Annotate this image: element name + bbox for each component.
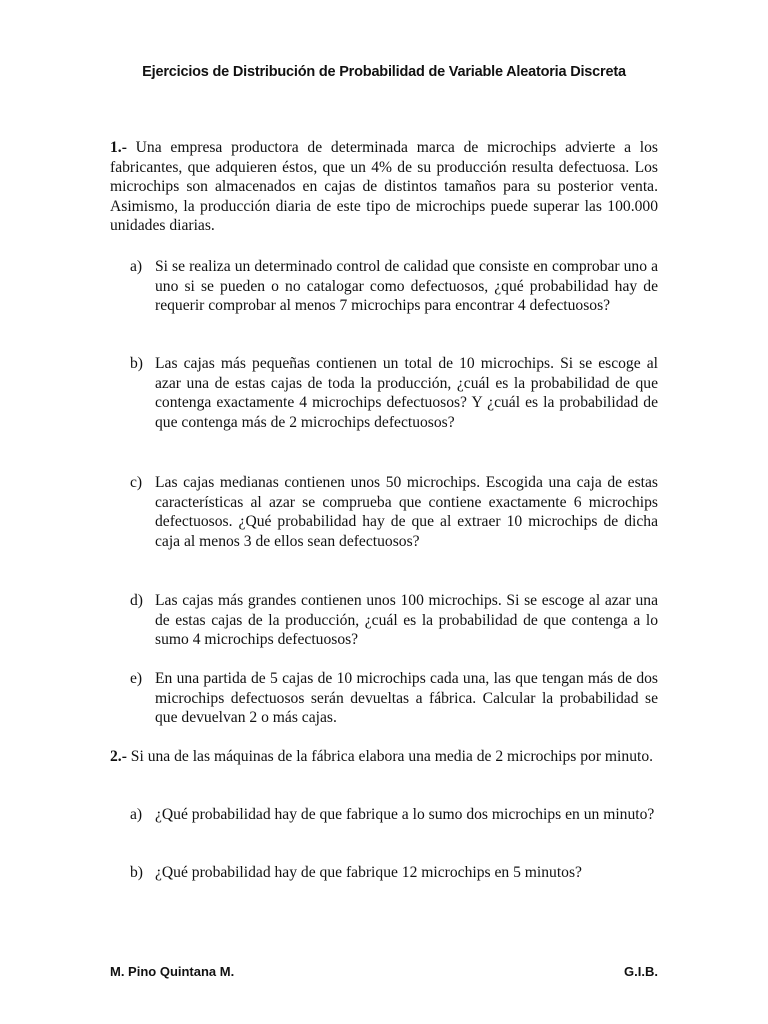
document-title: Ejercicios de Distribución de Probabilidad de Variable Aleatoria Discreta	[142, 64, 626, 80]
item-letter: c)	[130, 474, 143, 491]
list-item	[130, 473, 658, 551]
list-item	[130, 591, 658, 650]
item-letter: b)	[130, 355, 143, 372]
list-item	[130, 805, 658, 825]
problem-1-statement	[110, 138, 658, 236]
item-text: En una partida de 5 cajas de 10 microchips cada una, las que tengan más de dos microchips defectuosos serán devueltas a fábrica. Calcular la probabilidad se que devuelvan 2 o más cajas.	[155, 670, 658, 726]
item-text: ¿Qué probabilidad hay de que fabrique a lo sumo dos microchips en un minuto?	[155, 806, 655, 823]
item-letter: a)	[130, 258, 143, 275]
item-letter: b)	[130, 864, 143, 881]
problem-2-number: 2.-	[110, 748, 127, 765]
item-text: Las cajas más grandes contienen unos 100 microchips. Si se escoge al azar una de estas cajas de la producción, ¿cuál es la probabilidad de que contenga a lo sumo 4 microchips defectuosos?	[155, 592, 658, 648]
item-text: Si se realiza un determinado control de calidad que consiste en comprobar uno a uno si se pueden o no catalogar como defectuosos, ¿qué probabilidad hay de requerir comprobar al menos 7 microchips para encontrar 4 defectuosos?	[155, 258, 658, 314]
list-item	[130, 354, 658, 432]
item-text: Las cajas más pequeñas contienen un total de 10 microchips. Si se escoge al azar una de estas cajas de toda la producción, ¿cuál es la probabilidad de que contenga exactamente 4 microchips defectuosos? Y ¿cuál es la probabilidad de que contenga más de 2 microchips defectuosos?	[155, 355, 658, 431]
footer-group: G.I.B.	[624, 964, 658, 979]
item-letter: e)	[130, 670, 143, 687]
problem-2-statement	[110, 747, 658, 767]
item-letter: a)	[130, 806, 143, 823]
problem-2-text: Si una de las máquinas de la fábrica elabora una media de 2 microchips por minuto.	[126, 748, 654, 765]
item-text: Las cajas medianas contienen unos 50 microchips. Escogida una caja de estas características al azar se comprueba que contiene exactamente 6 microchips defectuosos. ¿Qué probabilidad hay de que al extraer 10 microchips de dicha caja al menos 3 de ellos sean defectuosos?	[155, 474, 658, 550]
list-item	[130, 863, 658, 883]
item-letter: d)	[130, 592, 143, 609]
item-text: ¿Qué probabilidad hay de que fabrique 12 microchips en 5 minutos?	[155, 864, 582, 881]
list-item	[130, 669, 658, 728]
problem-1-text: Una empresa productora de determinada marca de microchips advierte a los fabricantes, que adquieren éstos, que un 4% de su producción resulta defectuosa. Los microchips son almacenados en cajas de distintos tamaños para su posterior venta. Asimismo, la producción diaria de este tipo de microchips puede superar las 100.000 unidades diarias.	[110, 139, 658, 234]
problem-1-number: 1.-	[110, 139, 127, 156]
list-item	[130, 257, 658, 316]
footer-author: M. Pino Quintana M.	[110, 964, 235, 979]
